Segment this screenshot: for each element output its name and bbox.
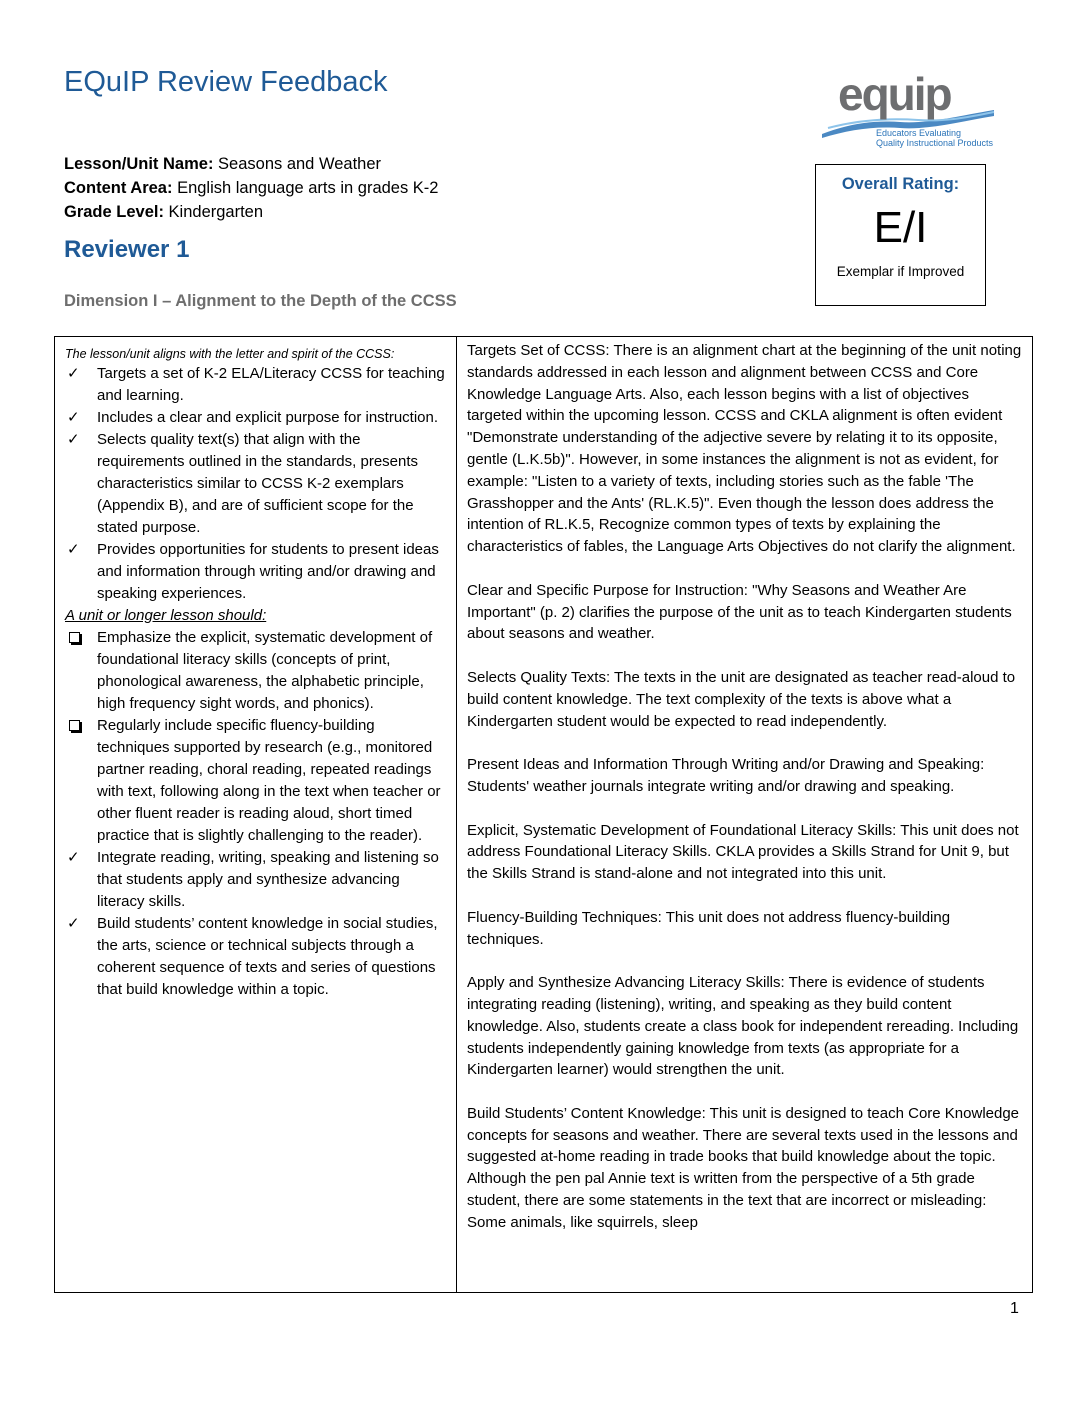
criterion-item: ✓ Includes a clear and explicit purpose for instruction. [65,407,446,429]
criteria-table [54,336,1033,1293]
criteria-column [55,337,457,1292]
feedback-paragraph: Targets Set of CCSS: There is an alignment chart at the beginning of the unit noting standards addressed in each lesson and alignment between CCSS and Core Knowledge Language Arts. Also, each lesson begins with a list of objectives targeted within the upcoming lesson. CCSS and CKLA alignment is often evident "Demonstrate understanding of the adjective severe by relating it to its opposite, gentle (L.K.5b)". However, in some instances the alignment is not as evident, for example: "Listen to a variety of texts, including stories such as the fable 'The Grasshopper and the Ants' (RL.K.5)". Even though the lesson does address the intention of RL.K.5, Recognize common types of texts by explaining the characteristics of fables, the Language Arts Objectives do not clarify the alignment. [467,342,1022,556]
feedback-paragraph: Apply and Synthesize Advancing Literacy Skills: There is evidence of students integrating reading (listening), writing, and speaking as they build content knowledge. Also, students create a class book for independent rereading. Including students independently gaining knowledge from texts (as appropriate for a Kindergarten learner) would strengthen the unit. [467,974,1019,1079]
logo-tagline-2: Quality Instructional Products [876,138,994,148]
lesson-meta [64,152,438,224]
lesson-name-line: Lesson/Unit Name: Seasons and Weather [64,155,382,173]
checkmark-icon: ✓ [67,849,80,866]
feedback-column [457,337,1032,1292]
overall-rating-box [815,164,986,306]
criterion-item: ✓ Targets a set of K-2 ELA/Literacy CCSS for teaching and learning. [67,365,445,404]
equip-logo [818,70,998,152]
checkmark-icon: ✓ [67,409,80,426]
checkbox-icon [69,720,80,731]
feedback-paragraph: Fluency-Building Techniques: This unit does not address fluency-building techniques. [467,908,951,948]
reviewer-heading: Reviewer 1 [64,236,190,263]
feedback-paragraph: Present Ideas and Information Through Writing and/or Drawing and Speaking: Students' weather journals integrate writing and/or drawing and speaking. [467,756,985,795]
criterion-item: ✓ Selects quality text(s) that align with the requirements outlined in the standards, presents characteristics similar to CCSS K-2 exemplars (Appendix B), and are of sufficient scope for the stated purpose. [67,431,419,536]
checkmark-icon: ✓ [67,365,80,382]
dimension-heading: Dimension I – Alignment to the Depth of the CCSS [64,292,457,310]
criteria-intro: The lesson/unit aligns with the letter and spirit of the CCSS: [65,347,395,361]
unit-criteria-heading: A unit or longer lesson should: [65,607,267,624]
unit-criterion-item: ✓ Integrate reading, writing, speaking and listening so that students apply and synthesize advancing literacy skills. [67,849,439,910]
feedback-paragraph: Explicit, Systematic Development of Foundational Literacy Skills: This unit does not address Foundational Literacy Skills. CKLA provides a Skills Strand for Unit 9, but the Skills Strand is stand-alone and not integrated into this unit. [467,821,1019,883]
content-area-line: Content Area: English language arts in grades K-2 [64,179,439,197]
feedback-paragraph: Clear and Specific Purpose for Instruction: "Why Seasons and Weather Are Important" (p. 2) clarifies the purpose of the unit as to teach Kindergarten students about seasons and weather. [467,581,1012,643]
checkmark-icon: ✓ [67,431,80,448]
feedback-paragraph: Build Students’ Content Knowledge: This unit is designed to teach Core Knowledge concepts for seasons and weather. There are several texts used in the lessons and suggested at-home reading in trade books that build knowledge about the topic. Although the pen pal Annie text is written from the perspective of a 5th grade student, there are some statements in the text that are incorrect or misleading: Some animals, like squirrels, sleep [467,1104,1020,1231]
grade-level-line: Grade Level: Kindergarten [64,203,264,221]
document-title: EQuIP Review Feedback [64,66,388,98]
page-number: 1 [1010,1300,1019,1317]
unit-criteria-list [65,627,446,1001]
criteria-list [65,363,446,605]
checkmark-icon: ✓ [67,541,80,558]
unit-criterion-item: Emphasize the explicit, systematic development of foundational literacy skills (concepts of print, phonological awareness, the alphabetic principle, high frequency sight words, and phonics). [65,627,446,715]
unit-criterion-item: ✓ Build students’ content knowledge in social studies, the arts, science or technical subjects through a coherent sequence of texts and series of questions that build knowledge within a topic. [67,915,438,998]
checkmark-icon: ✓ [67,915,80,932]
rating-label: Overall Rating: [841,175,960,193]
logo-tagline-1: Educators Evaluating [876,128,962,138]
feedback-paragraph: Selects Quality Texts: The texts in the unit are designated as teacher read-aloud to build content knowledge. The text complexity of the texts is above what a Kindergarten student would be expected to read independently. [467,668,1016,730]
rating-description: Exemplar if Improved [836,264,965,279]
logo-wordmark: equip [838,70,951,120]
checkbox-icon [69,632,80,643]
criterion-item: ✓ Provides opportunities for students to present ideas and information through writing and/or drawing and speaking experiences. [67,541,439,602]
rating-value: E/I [873,203,928,252]
unit-criterion-item: Regularly include specific fluency-building techniques supported by research (e.g., monitored partner reading, choral reading, repeated readings with text, following along in the text when teacher or other fluent reader is reading aloud, short timed practice that is slightly challenging to the reader). [65,715,446,847]
